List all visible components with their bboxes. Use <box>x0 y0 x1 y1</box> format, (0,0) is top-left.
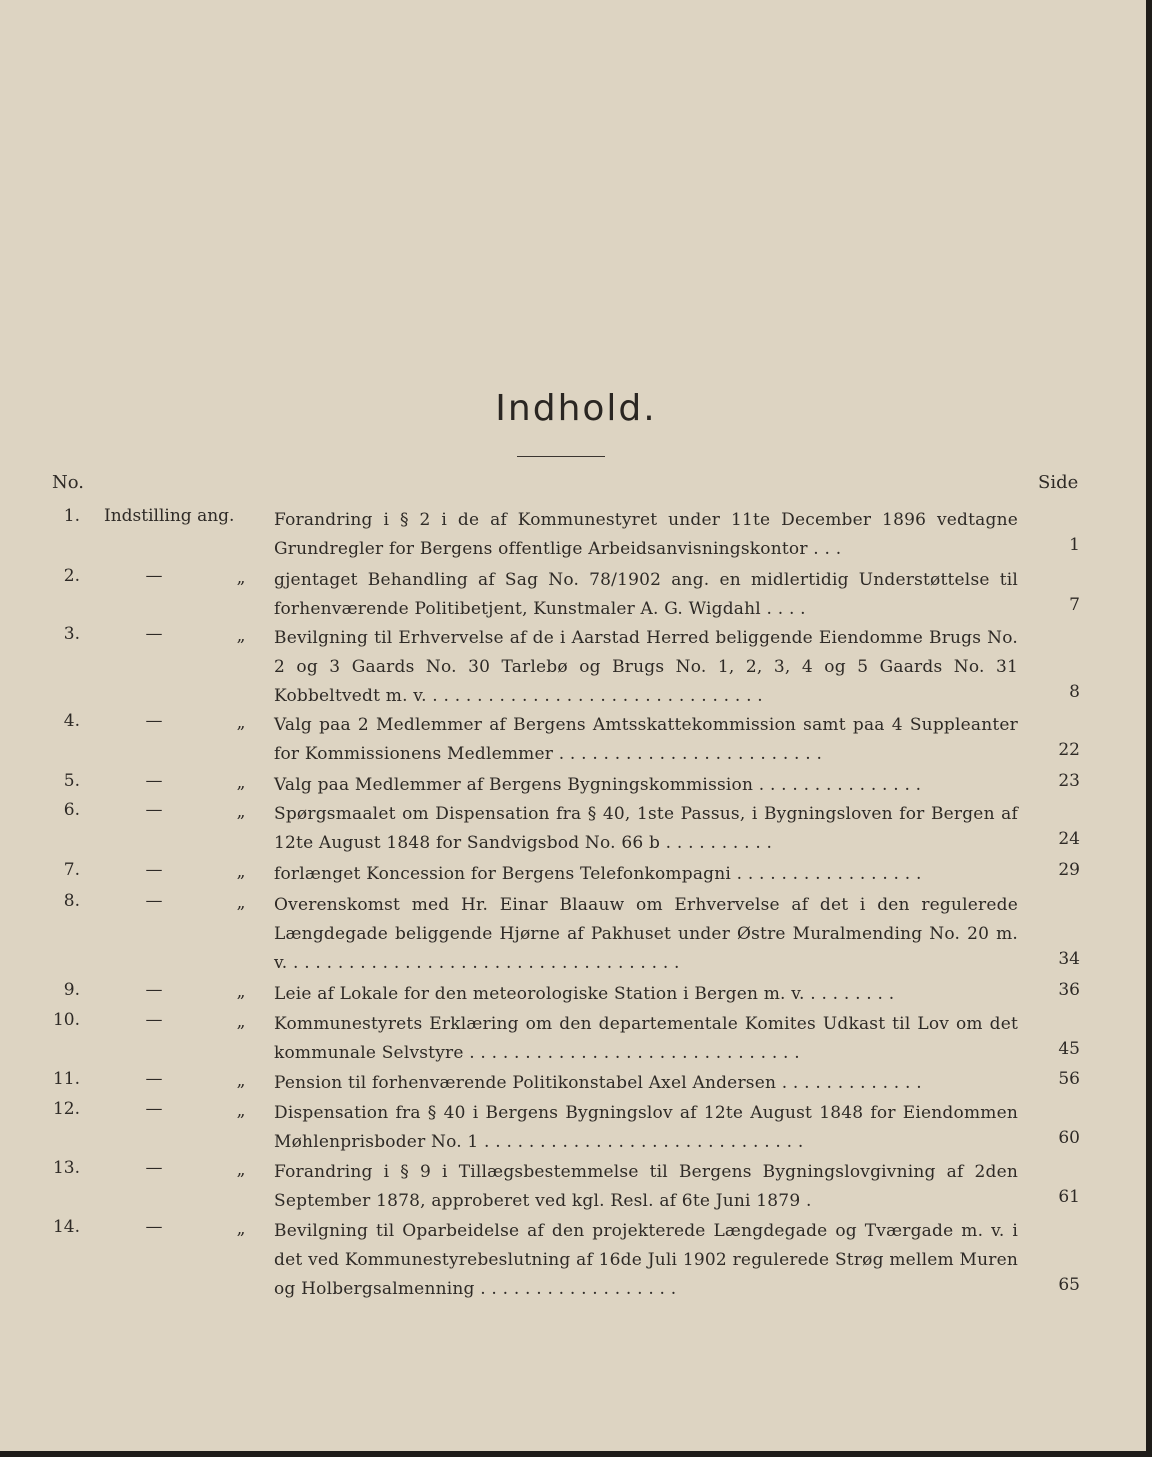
entry-ditto-mark: „ <box>236 862 246 882</box>
entry-number: 11. <box>52 1069 80 1089</box>
entry-text: Bevilgning til Erhvervelse af de i Aarstad Herred beliggende Eiendomme Brugs No. 2 og 3 Gaards No. 30 Tarlebø og Brugs No. 1, 2, 3, 4 og 5 Gaards No. 31 Kobbeltvedt m. v. . . . . . . . . . . . . . . . . . . . . . . . . . . . . . . <box>274 628 1018 706</box>
entry-page: 34 <box>1058 949 1080 969</box>
entry-number: 1. <box>63 506 80 526</box>
entry-page: 36 <box>1058 980 1080 1000</box>
entry-page: 22 <box>1058 740 1080 760</box>
entry-text: Forandring i § 2 i de af Kommunestyret under 11te December 1896 vedtagne Grundregler for Bergens offentlige Arbeidsanvisningskontor . . . <box>274 510 1018 559</box>
entry-text: Kommunestyrets Erklæring om den departementale Komites Udkast til Lov om det kommunale Selvstyre . . . . . . . . . . . . . . . . . . . . . . . . . . . . . . <box>274 1014 1018 1063</box>
column-header-no: No. <box>52 472 84 493</box>
entry-number: 7. <box>63 860 80 880</box>
entry-number: 8. <box>63 891 80 911</box>
entry-ditto-mark: „ <box>236 626 246 646</box>
entry-number: 12. <box>52 1099 80 1119</box>
entry-ditto-mark: „ <box>236 1101 246 1121</box>
entry-ditto-mark: „ <box>236 893 246 913</box>
entry-page: 45 <box>1058 1039 1080 1059</box>
entry-page: 60 <box>1058 1128 1080 1148</box>
entry-text: Forandring i § 9 i Tillægsbestemmelse til Bergens Bygningslovgivning af 2den September 1878, approberet ved kgl. Resl. af 6te Juni 1879 . <box>274 1162 1018 1211</box>
entry-ditto-mark: „ <box>236 1071 246 1091</box>
entry-text: Dispensation fra § 40 i Bergens Bygningslov af 12te August 1848 for Eiendommen Møhlenprisboder No. 1 . . . . . . . . . . . . . . . . . . . . . . . . . . . . . <box>274 1103 1018 1152</box>
entry-text: Overenskomst med Hr. Einar Blaauw om Erhvervelse af det i den regulerede Længdegade beliggende Hjørne af Pakhuset under Østre Muralmending No. 20 m. v. . . . . . . . . . . . . . . . . . . . . . . . . . . . . . . . . . . . <box>274 895 1018 973</box>
entry-kind: Indstilling ang. <box>104 506 235 526</box>
entry-ditto-mark: „ <box>236 713 246 733</box>
entry-page: 8 <box>1069 682 1080 702</box>
entry-ditto-dash: — <box>145 771 163 791</box>
column-header-side: Side <box>1038 472 1079 493</box>
entry-page: 56 <box>1058 1069 1080 1089</box>
scan-edge-bottom <box>0 1451 1152 1457</box>
entry-ditto-dash: — <box>145 1069 163 1089</box>
title-rule <box>517 456 605 457</box>
entry-ditto-dash: — <box>145 860 163 880</box>
entry-ditto-mark: „ <box>236 982 246 1002</box>
entry-page: 23 <box>1058 771 1080 791</box>
entry-text: Valg paa 2 Medlemmer af Bergens Amtsskattekommission samt paa 4 Suppleanter for Kommissionens Medlemmer . . . . . . . . . . . . . . . . . . . . . . . . <box>274 715 1018 764</box>
entry-number: 14. <box>52 1217 80 1237</box>
entry-ditto-dash: — <box>145 891 163 911</box>
entry-text: Valg paa Medlemmer af Bergens Bygningskommission . . . . . . . . . . . . . . . <box>274 775 922 795</box>
entry-number: 13. <box>52 1158 80 1178</box>
entry-ditto-dash: — <box>145 711 163 731</box>
entry-ditto-mark: „ <box>236 802 246 822</box>
entry-number: 4. <box>63 711 80 731</box>
entry-text: Leie af Lokale for den meteorologiske Station i Bergen m. v. . . . . . . . . <box>274 984 895 1004</box>
entry-ditto-dash: — <box>145 800 163 820</box>
entry-ditto-dash: — <box>145 624 163 644</box>
entry-number: 10. <box>52 1010 80 1030</box>
entry-ditto-dash: — <box>145 1158 163 1178</box>
entry-ditto-dash: — <box>145 980 163 1000</box>
entry-text: Pension til forhenværende Politikonstabel Axel Andersen . . . . . . . . . . . . . <box>274 1073 922 1093</box>
entry-number: 6. <box>63 800 80 820</box>
entry-number: 2. <box>63 566 80 586</box>
entry-number: 3. <box>63 624 80 644</box>
entry-page: 65 <box>1058 1275 1080 1295</box>
entry-ditto-dash: — <box>145 566 163 586</box>
entry-text: gjentaget Behandling af Sag No. 78/1902 ang. en midlertidig Understøttelse til forhenværende Politibetjent, Kunstmaler A. G. Wigdahl . . . . <box>274 570 1018 619</box>
entry-text: Bevilgning til Oparbeidelse af den projekterede Længdegade og Tværgade m. v. i det ved Kommunestyrebeslutning af 16de Juli 1902 regulerede Strøg mellem Muren og Holbergsalmenning . . . . . . . . . . . . . . . . . . <box>274 1221 1018 1299</box>
entry-page: 1 <box>1069 535 1080 555</box>
entry-ditto-mark: „ <box>236 1160 246 1180</box>
entry-number: 5. <box>63 771 80 791</box>
entry-ditto-mark: „ <box>236 1012 246 1032</box>
entry-ditto-dash: — <box>145 1217 163 1237</box>
entry-text: forlænget Koncession for Bergens Telefonkompagni . . . . . . . . . . . . . . . . . <box>274 864 922 884</box>
entry-page: 29 <box>1058 860 1080 880</box>
entry-ditto-dash: — <box>145 1010 163 1030</box>
entry-page: 24 <box>1058 829 1080 849</box>
entry-text: Spørgsmaalet om Dispensation fra § 40, 1ste Passus, i Bygningsloven for Bergen af 12te August 1848 for Sandvigsbod No. 66 b . . . . . . . . . . <box>274 804 1018 853</box>
entry-page: 61 <box>1058 1187 1080 1207</box>
entry-ditto-dash: — <box>145 1099 163 1119</box>
entry-page: 7 <box>1069 595 1080 615</box>
entry-ditto-mark: „ <box>236 568 246 588</box>
page-title: Indhold. <box>495 388 657 429</box>
scan-edge-right <box>1146 0 1152 1457</box>
entry-ditto-mark: „ <box>236 773 246 793</box>
entry-number: 9. <box>63 980 80 1000</box>
entry-ditto-mark: „ <box>236 1219 246 1239</box>
